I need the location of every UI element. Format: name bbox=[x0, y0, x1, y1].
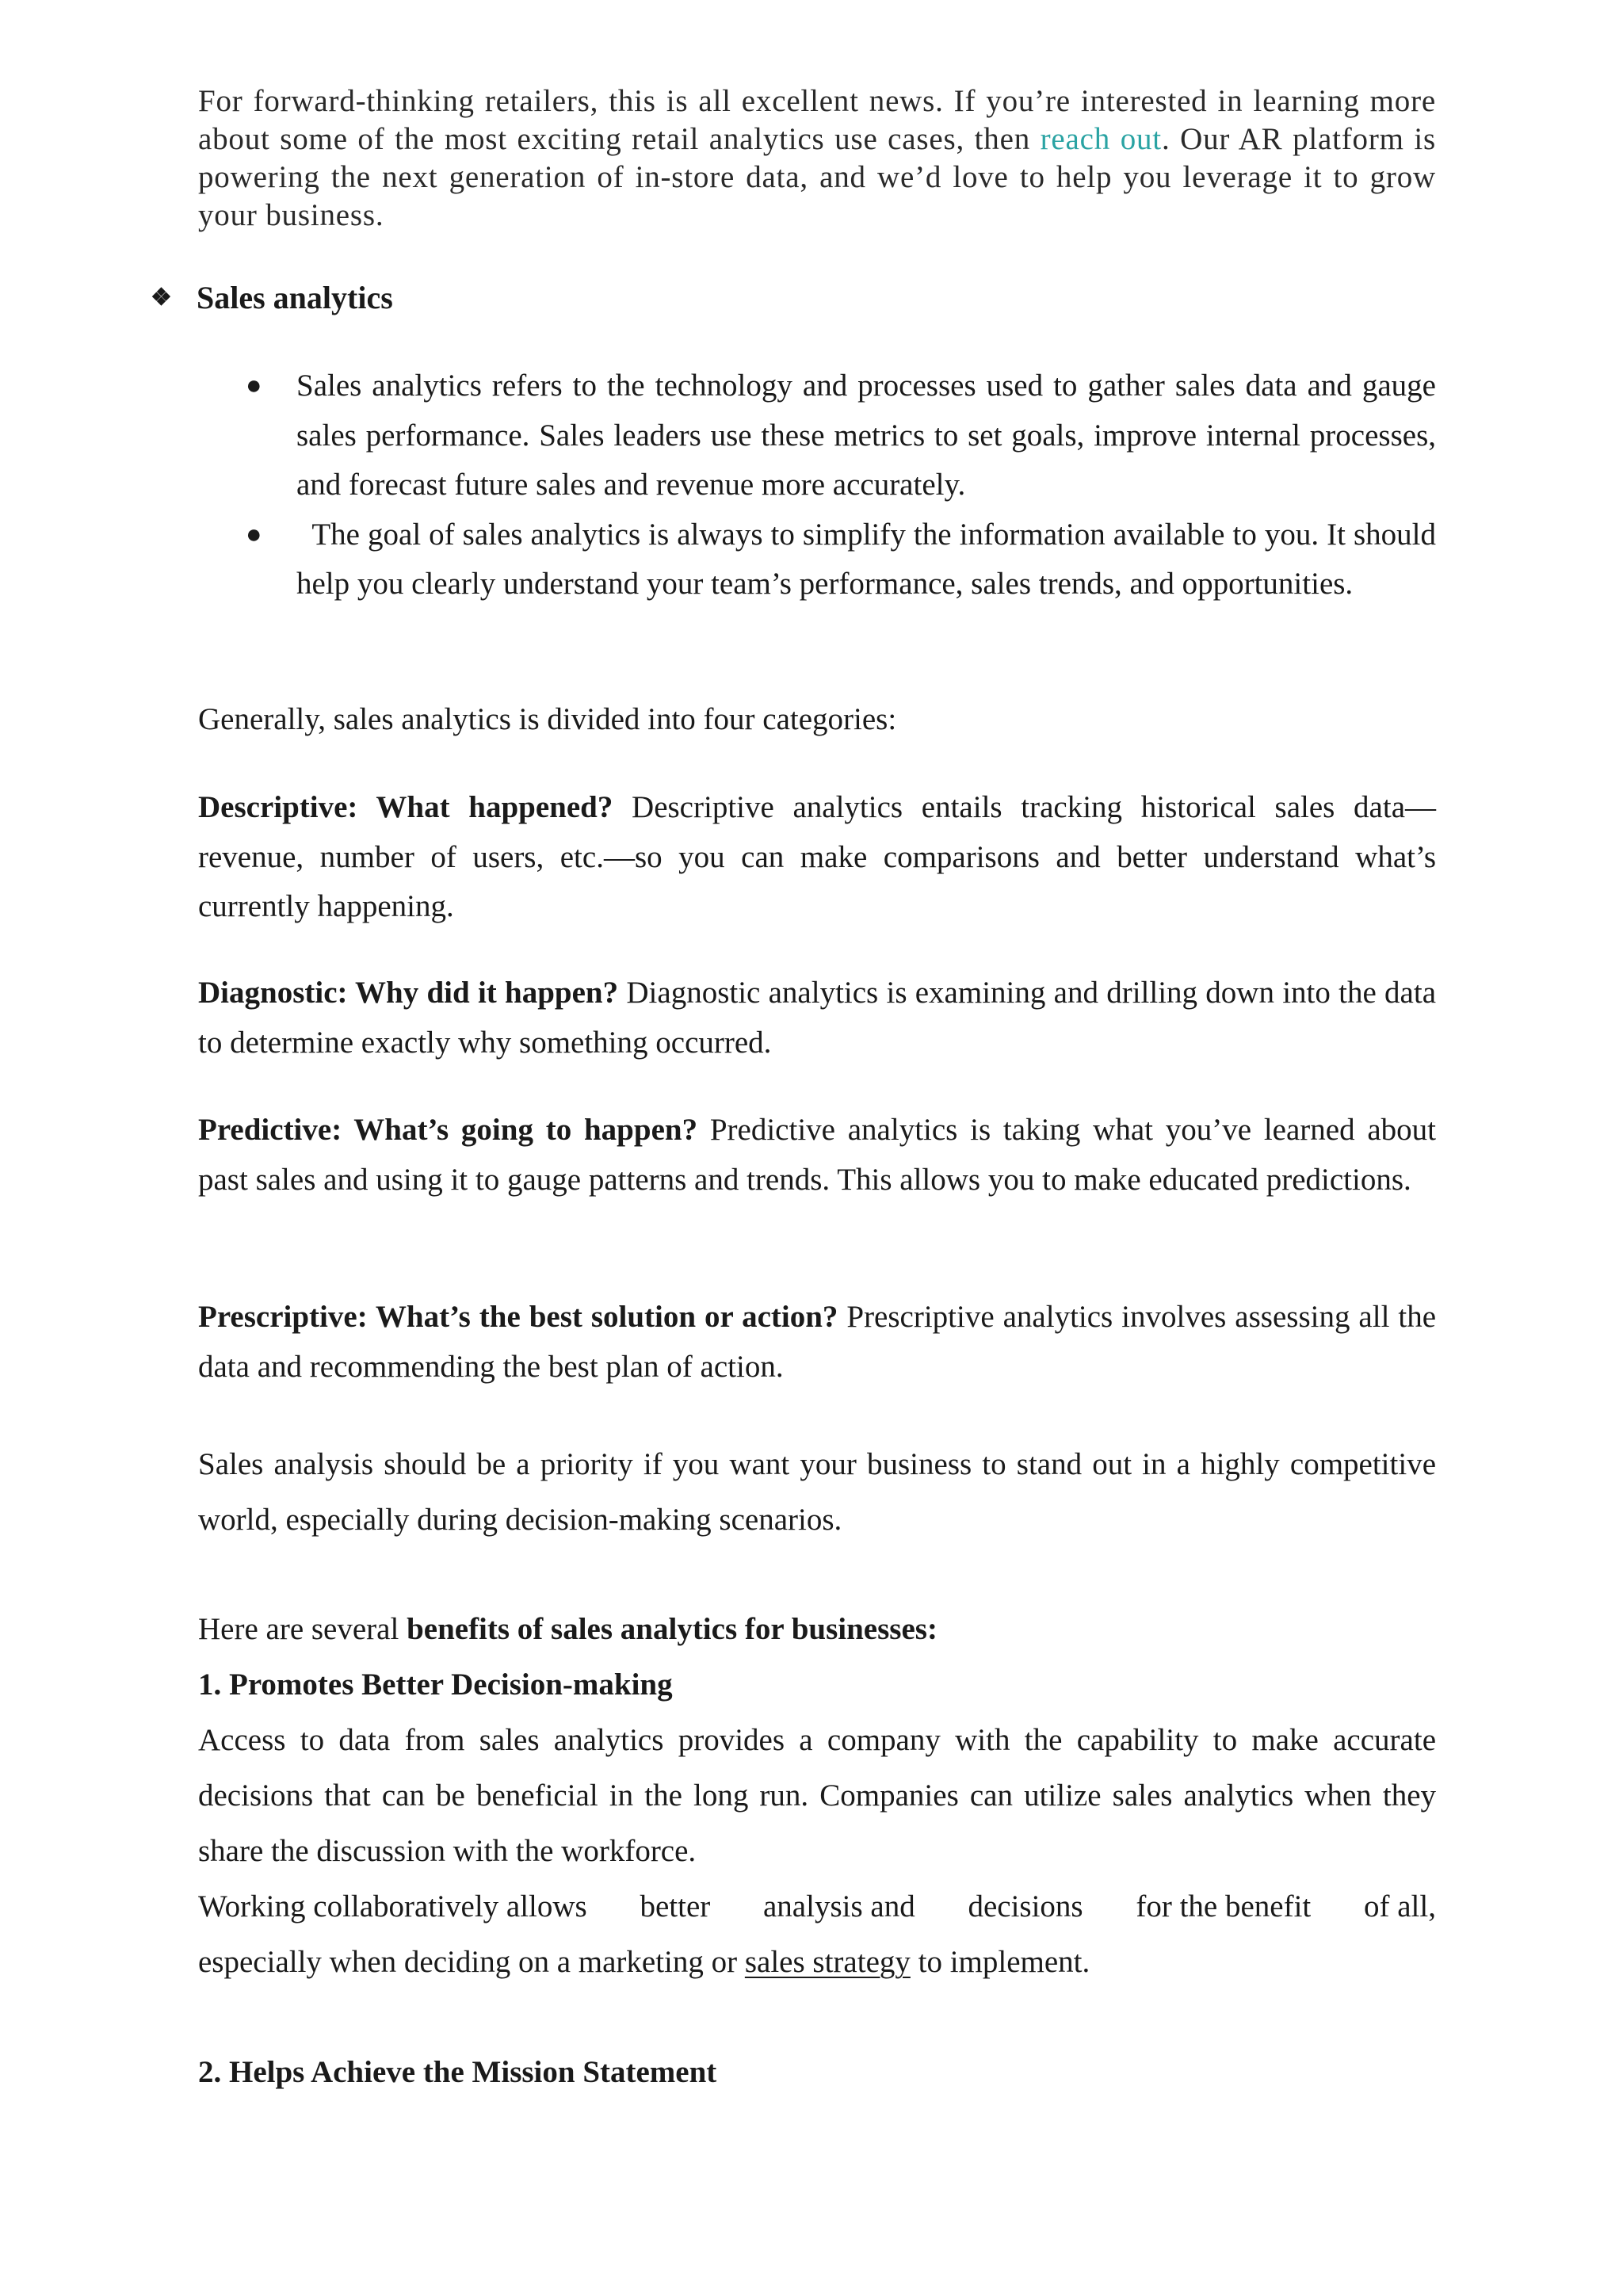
category-description: Prescriptive analytics involves assessing all the data and recommending the best plan of action. bbox=[198, 1300, 1437, 1384]
section-heading bbox=[151, 279, 393, 316]
category-term: Diagnostic: Why did it happen? bbox=[198, 976, 619, 1010]
collaboration-line bbox=[198, 1879, 1436, 1935]
category-predictive bbox=[198, 1106, 1436, 1205]
collab-word: decisions bbox=[968, 1889, 1083, 1924]
section-heading-text: Sales analytics bbox=[197, 280, 393, 315]
category-description: Descriptive analytics entails tracking historical sales data—revenue, number of users, etc.—so you can make comparisons and better understand what’s currently happening. bbox=[198, 790, 1436, 923]
collaboration-line-2 bbox=[198, 1935, 1436, 1990]
category-diagnostic bbox=[198, 968, 1436, 1068]
benefit-1-paragraph: Access to data from sales analytics provides a company with the capability to make accurate decisions that can be beneficial in the long run. Companies can utilize sales analytics when they share the discussion with the workforce. bbox=[198, 1723, 1436, 1868]
sales-strategy-link[interactable]: sales strategy bbox=[744, 1945, 911, 1979]
bullet-dot-icon: ● bbox=[246, 519, 262, 549]
bullet-dot-icon: ● bbox=[246, 371, 262, 400]
intro-text-end: . Our AR platform is powering the next generation of in-store data, and we’d love to help you leverage it to grow your business. bbox=[198, 122, 1437, 232]
category-term: Descriptive: What happened? bbox=[198, 790, 613, 824]
bullet-text: The goal of sales analytics is always to simplify the information available to you. It should help you clearly understand your team’s performance, sales trends, and opportunities. bbox=[296, 517, 1436, 601]
collab-text-start: especially when deciding on a marketing or bbox=[198, 1945, 745, 1979]
intro-paragraph bbox=[198, 82, 1436, 235]
collab-word: Working collaboratively allows bbox=[198, 1889, 587, 1924]
category-term: Predictive: What’s going to happen? bbox=[198, 1113, 698, 1147]
bullet-text: Sales analytics refers to the technology and processes used to gather sales data and gauge sales performance. Sales leaders use these metrics to set goals, improve internal processes, and forecast future sales and revenue more accurately. bbox=[296, 369, 1436, 502]
category-descriptive bbox=[198, 783, 1436, 932]
benefit-1-heading: 1. Promotes Better Decision-making bbox=[198, 1668, 673, 1702]
collab-word: for the benefit bbox=[1136, 1889, 1312, 1924]
collab-word: better bbox=[640, 1889, 711, 1924]
category-description: Predictive analytics is taking what you’ve learned about past sales and using it to gauge patterns and trends. This allows you to make educated predictions. bbox=[198, 1113, 1437, 1197]
benefits-intro-text: Here are several bbox=[198, 1612, 407, 1646]
collab-word: of all, bbox=[1363, 1889, 1436, 1924]
priority-paragraph: Sales analysis should be a priority if you want your business to stand out in a highly competitive world, especially during decision-making scenarios. bbox=[198, 1447, 1436, 1537]
list-item bbox=[246, 510, 1436, 609]
bullet-list bbox=[246, 361, 1436, 609]
collab-text-end: to implement. bbox=[910, 1945, 1090, 1979]
category-description: Diagnostic analytics is examining and drilling down into the data to determine exactly why something occurred. bbox=[198, 976, 1436, 1060]
collab-word: analysis and bbox=[763, 1889, 915, 1924]
benefits-intro bbox=[198, 1602, 1436, 1657]
category-term: Prescriptive: What’s the best solution or action? bbox=[198, 1300, 838, 1334]
benefits-intro-bold: benefits of sales analytics for businesses: bbox=[407, 1612, 938, 1646]
category-prescriptive bbox=[198, 1293, 1436, 1392]
list-item bbox=[246, 361, 1436, 510]
categories-intro: Generally, sales analytics is divided into four categories: bbox=[198, 702, 897, 736]
diamond-bullet-icon: ❖ bbox=[151, 285, 172, 311]
benefit-2-heading: 2. Helps Achieve the Mission Statement bbox=[198, 2055, 717, 2089]
reach-out-link[interactable]: reach out bbox=[1040, 122, 1162, 156]
intro-text-start: For forward-thinking retailers, this is all excellent news. If you’re interested in learning more about some of the most exciting retail analytics use cases, then bbox=[198, 84, 1436, 156]
